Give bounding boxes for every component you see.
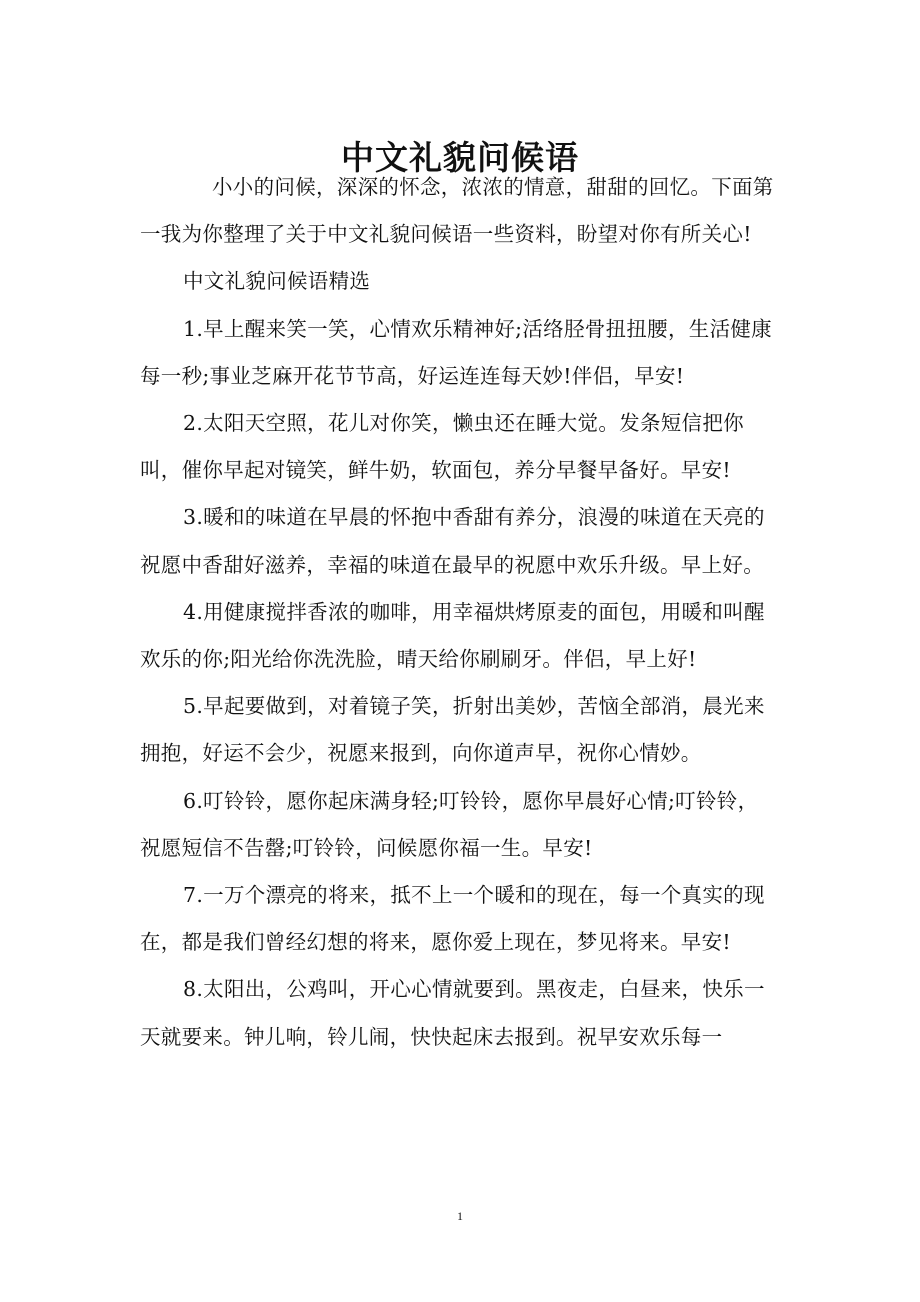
section-heading: 中文礼貌问候语精选 <box>183 269 371 294</box>
document-body <box>140 164 774 1061</box>
page-title: 中文礼貌问候语 <box>341 138 579 178</box>
greeting-item-4: 4.用健康搅拌香浓的咖啡，用幸福烘烤原麦的面包，用暖和叫醒欢乐的你;阳光给你洗洗脸，晴天给你刷刷牙。伴侣，早上好! <box>140 599 765 672</box>
greeting-item-5: 5.早起要做到，对着镜子笑，折射出美妙，苦恼全部消，晨光来拥抱，好运不会少，祝愿来报到，向你道声早，祝你心情妙。 <box>140 694 765 766</box>
intro-paragraph: 小小的问候，深深的怀念，浓浓的情意，甜甜的回忆。下面第一我为你整理了关于中文礼貌问候语一些资料，盼望对你有所关心! <box>140 175 774 247</box>
greeting-item-3: 3.暖和的味道在早晨的怀抱中香甜有养分，浪漫的味道在天亮的祝愿中香甜好滋养，幸福的味道在最早的祝愿中欢乐升级。早上好。 <box>140 505 765 577</box>
greeting-item-2: 2.太阳天空照，花儿对你笑，懒虫还在睡大觉。发条短信把你叫，催你早起对镜笑，鲜牛奶，软面包，养分早餐早备好。早安! <box>140 411 744 483</box>
greeting-item-1: 1.早上醒来笑一笑，心情欢乐精神好;活络胫骨扭扭腰，生活健康每一秒;事业芝麻开花节节高，好运连连每天妙!伴侣，早安! <box>140 316 772 388</box>
greeting-item-6: 6.叮铃铃，愿你起床满身轻;叮铃铃，愿你早晨好心情;叮铃铃，祝愿短信不告罄;叮铃铃，问候愿你福一生。早安! <box>140 788 759 860</box>
greeting-item-7: 7.一万个漂亮的将来，抵不上一个暖和的现在，每一个真实的现在，都是我们曾经幻想的将来，愿你爱上现在，梦见将来。早安! <box>140 883 765 955</box>
page-number: 1 <box>457 1209 463 1223</box>
greeting-item-8: 8.太阳出，公鸡叫，开心心情就要到。黑夜走，白昼来，快乐一天就要来。钟儿响，铃儿闹，快快起床去报到。祝早安欢乐每一 <box>140 977 765 1049</box>
